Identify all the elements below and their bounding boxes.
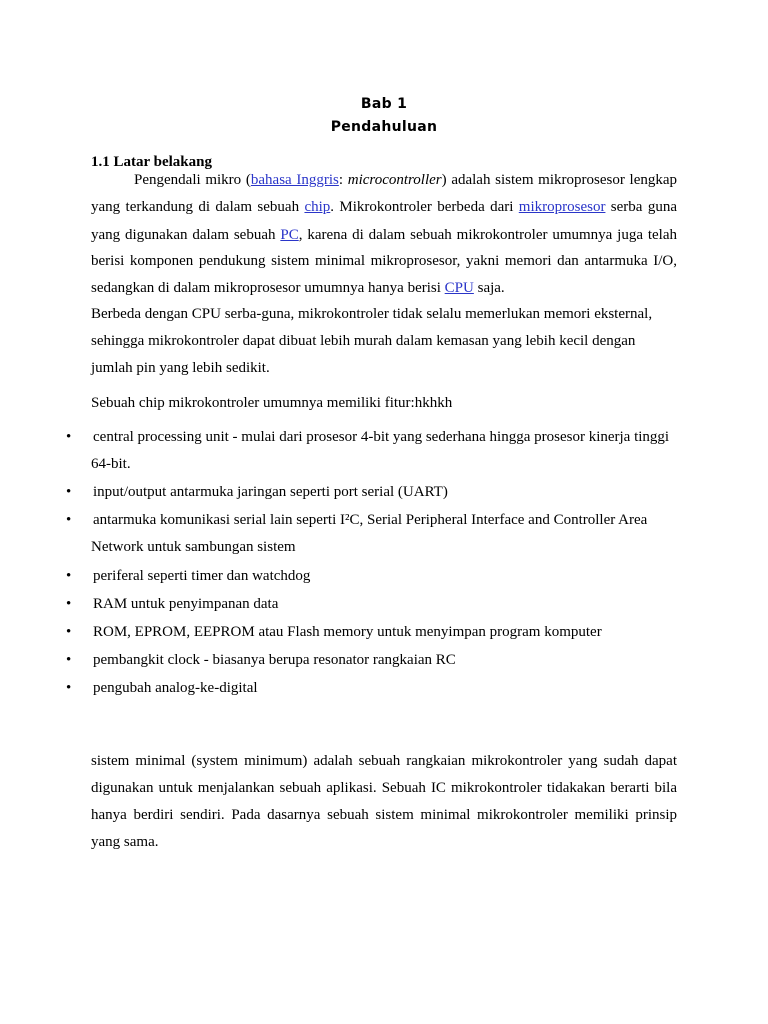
feature-bullet: • (66, 652, 72, 668)
feature-text: central processing unit - mulai dari prosesor 4-bit yang sederhana hingga prosesor kinerja tinggi (93, 429, 670, 445)
intro-line-6: Berbeda dengan CPU serba-guna, mikrokontroler tidak selalu memerlukan memori eksternal, (91, 306, 653, 322)
link-pc[interactable]: PC (280, 227, 299, 243)
link-chip[interactable]: chip (304, 199, 331, 215)
feature-bullet: • (66, 484, 72, 500)
feature-bullet: • (66, 512, 72, 528)
chapter-label: Bab 1 (360, 96, 408, 112)
feature-text: pembangkit clock - biasanya berupa resonator rangkaian RC (93, 652, 456, 668)
intro-line-3 (91, 225, 677, 245)
closing-line-1: sistem minimal (system minimum) adalah sebuah rangkaian mikrokontroler yang sudah dapat (91, 753, 677, 769)
term-microcontroller: microcontroller (347, 172, 442, 188)
feature-text: ROM, EPROM, EEPROM atau Flash memory untuk menyimpan program komputer (93, 624, 602, 640)
intro-text: serba guna (605, 199, 677, 215)
feature-text: input/output antarmuka jaringan seperti port serial (UART) (93, 484, 448, 500)
feature-text: pengubah analog-ke-digital (93, 680, 258, 696)
feature-text: antarmuka komunikasi serial lain seperti I²C, Serial Peripheral Interface and Controller Area (93, 512, 648, 528)
feature-bullet: • (66, 596, 72, 612)
intro-text: yang terkandung di dalam sebuah (91, 199, 305, 215)
intro-line-8: jumlah pin yang lebih sedikit. (91, 360, 270, 376)
intro-line-1 (134, 170, 677, 190)
closing-line-2: digunakan untuk menjalankan sebuah aplikasi. Sebuah IC mikrokontroler tidakakan berarti bila (91, 780, 677, 796)
intro-line-2 (91, 197, 677, 217)
intro-line-7: sehingga mikrokontroler dapat dibuat lebih murah dalam kemasan yang lebih kecil dengan (91, 333, 636, 349)
chapter-title: Pendahuluan (330, 119, 438, 135)
intro-text: Pengendali mikro ( (134, 172, 251, 188)
feature-text: RAM untuk penyimpanan data (93, 596, 279, 612)
intro-text: ) adalah sistem mikroprosesor lengkap (441, 172, 678, 188)
features-intro: Sebuah chip mikrokontroler umumnya memiliki fitur:hkhkh (91, 395, 453, 411)
link-bahasa-inggris[interactable]: bahasa Inggris (250, 172, 339, 188)
intro-text: : (338, 172, 348, 188)
feature-text-continued: 64-bit. (91, 456, 131, 472)
feature-bullet: • (66, 624, 72, 640)
intro-text: yang digunakan dalam sebuah (91, 227, 281, 243)
closing-line-4: yang sama. (91, 834, 159, 850)
feature-text-continued: Network untuk sambungan sistem (91, 539, 296, 555)
intro-text: saja. (473, 280, 505, 296)
intro-line-4: berisi komponen pendukung sistem minimal mikroprosesor, yakni memori dan antarmuka I/O, (91, 253, 677, 269)
feature-bullet: • (66, 568, 72, 584)
link-cpu[interactable]: CPU (444, 280, 474, 296)
feature-text: periferal seperti timer dan watchdog (93, 568, 311, 584)
closing-line-3: hanya berdiri sendiri. Pada dasarnya sebuah sistem minimal mikrokontroler memiliki prinsip (91, 807, 677, 823)
feature-bullet: • (66, 429, 72, 445)
link-mikroprosesor[interactable]: mikroprosesor (518, 199, 606, 215)
feature-bullet: • (66, 680, 72, 696)
section-heading: 1.1 Latar belakang (91, 154, 212, 170)
intro-text: sedangkan di dalam mikroprosesor umumnya hanya berisi (91, 280, 445, 296)
intro-line-5 (91, 278, 691, 298)
intro-text: . Mikrokontroler berbeda dari (330, 199, 519, 215)
intro-text: , karena di dalam sebuah mikrokontroler umumnya juga telah (298, 227, 677, 243)
